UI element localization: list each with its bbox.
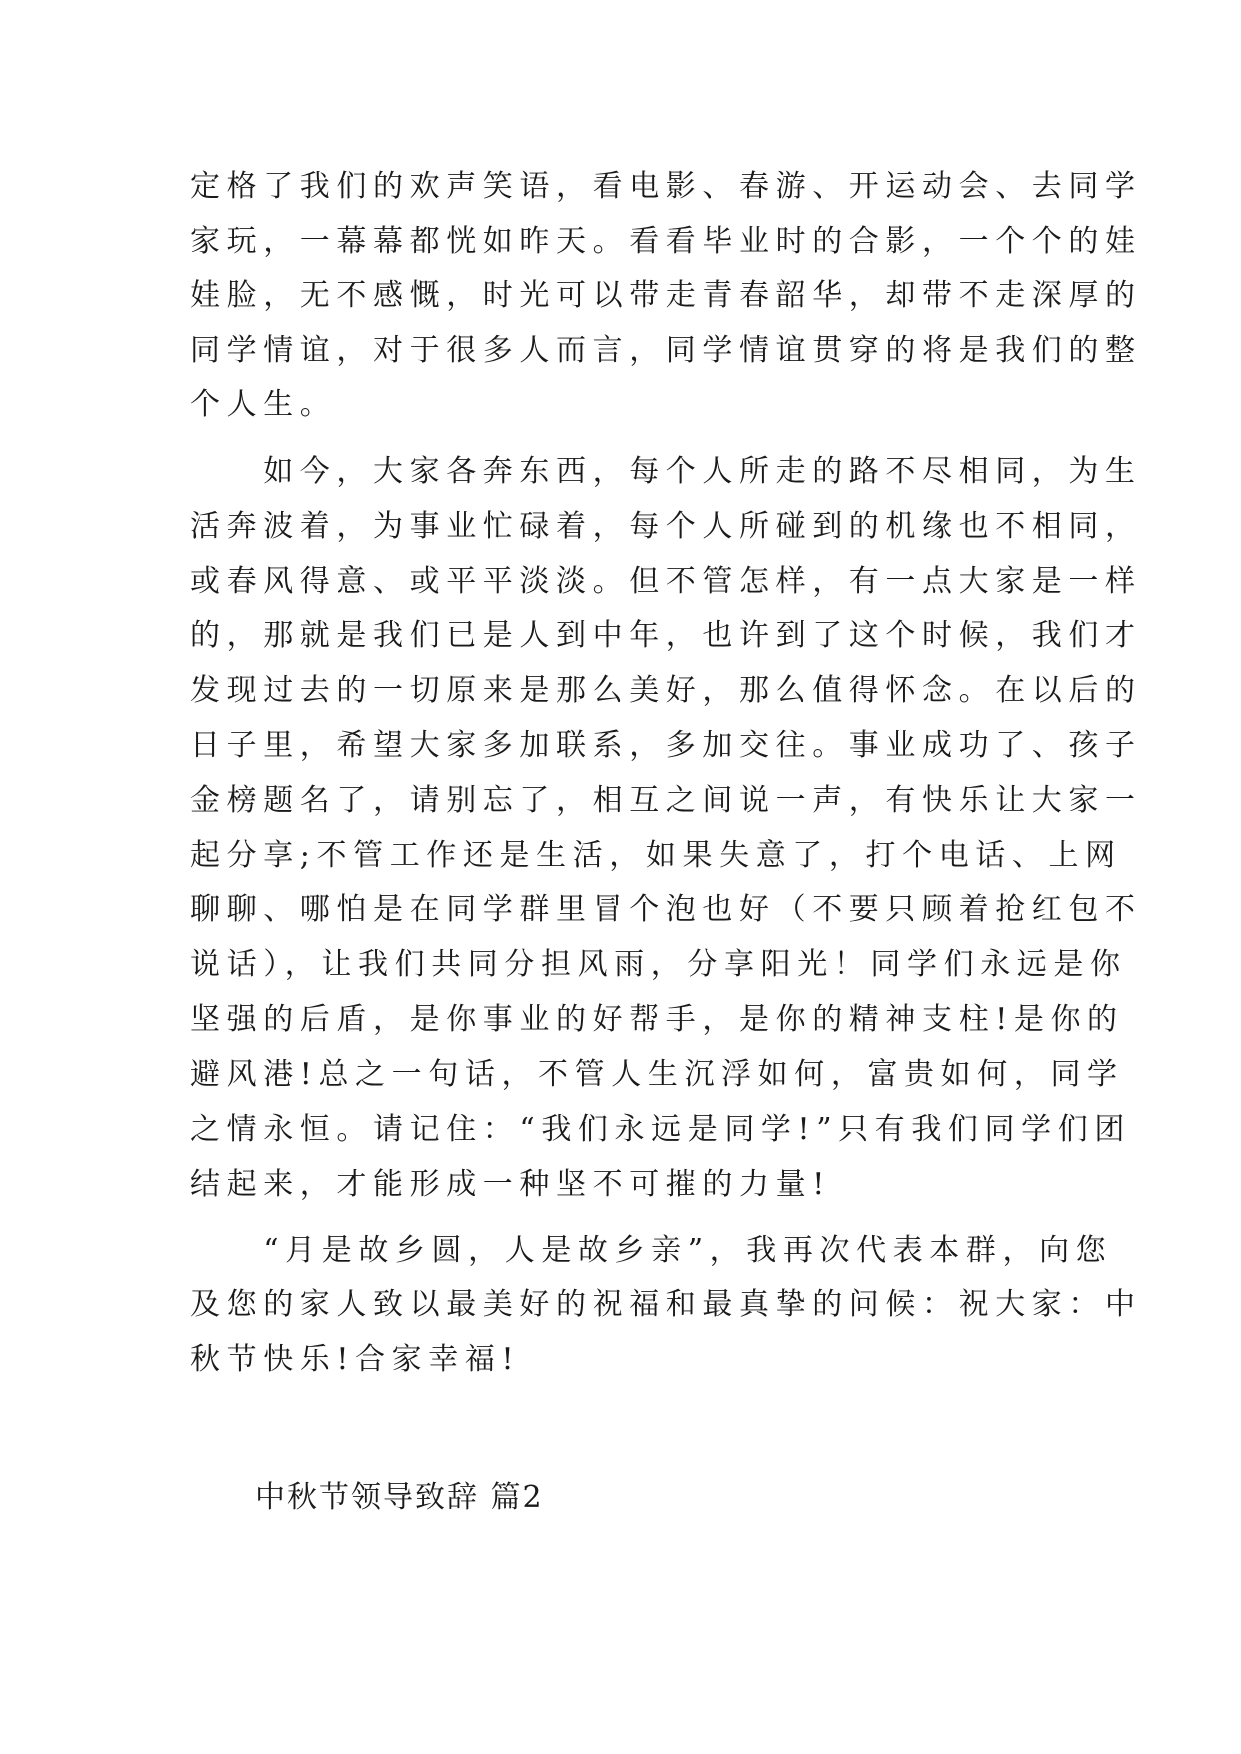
body-line: 起分享;不管工作还是生活，如果失意了，打个电话、上网 [190, 838, 1122, 873]
body-line: 秋节快乐!合家幸福! [190, 1342, 521, 1377]
body-line: 及您的家人致以最美好的祝福和最真挚的问候：祝大家：中 [190, 1287, 1142, 1322]
body-line: 家玩，一幕幕都恍如昨天。看看毕业时的合影，一个个的娃 [190, 224, 1142, 259]
body-line: 定格了我们的欢声笑语，看电影、春游、开运动会、去同学 [190, 169, 1142, 204]
body-line: 的，那就是我们已是人到中年，也许到了这个时候，我们才 [190, 618, 1142, 653]
body-line: 娃脸，无不感慨，时光可以带走青春韶华，却带不走深厚的 [190, 278, 1142, 313]
body-line: 同学情谊，对于很多人而言，同学情谊贯穿的将是我们的整 [190, 333, 1142, 368]
body-line: 聊聊、哪怕是在同学群里冒个泡也好（不要只顾着抢红包不 [190, 892, 1142, 927]
body-line: 发现过去的一切原来是那么美好，那么值得怀念。在以后的 [190, 673, 1142, 708]
body-line: 坚强的后盾，是你事业的好帮手，是你的精神支柱!是你的 [190, 1002, 1124, 1037]
body-line: 避风港!总之一句话，不管人生沉浮如何，富贵如何，同学 [190, 1057, 1124, 1092]
body-line: 活奔波着，为事业忙碌着，每个人所碰到的机缘也不相同， [190, 509, 1142, 544]
body-line: 日子里，希望大家多加联系，多加交往。事业成功了、孩子 [190, 728, 1142, 763]
body-line: 金榜题名了，请别忘了，相互之间说一声，有快乐让大家一 [190, 783, 1142, 818]
body-line: 结起来，才能形成一种坚不可摧的力量! [190, 1167, 831, 1202]
body-line: 之情永恒。请记住：“我们永远是同学!”只有我们同学们团 [190, 1112, 1131, 1147]
section-heading: 中秋节领导致辞 篇2 [255, 1480, 544, 1515]
body-line: 个人生。 [190, 387, 337, 422]
body-line: 如今，大家各奔东西，每个人所走的路不尽相同，为生 [190, 454, 1142, 489]
body-line: 或春风得意、或平平淡淡。但不管怎样，有一点大家是一样 [190, 564, 1142, 599]
body-line: 说话），让我们共同分担风雨，分享阳光！同学们永远是你 [190, 947, 1127, 982]
body-line: “月是故乡圆，人是故乡亲”，我再次代表本群，向您 [190, 1233, 1113, 1268]
